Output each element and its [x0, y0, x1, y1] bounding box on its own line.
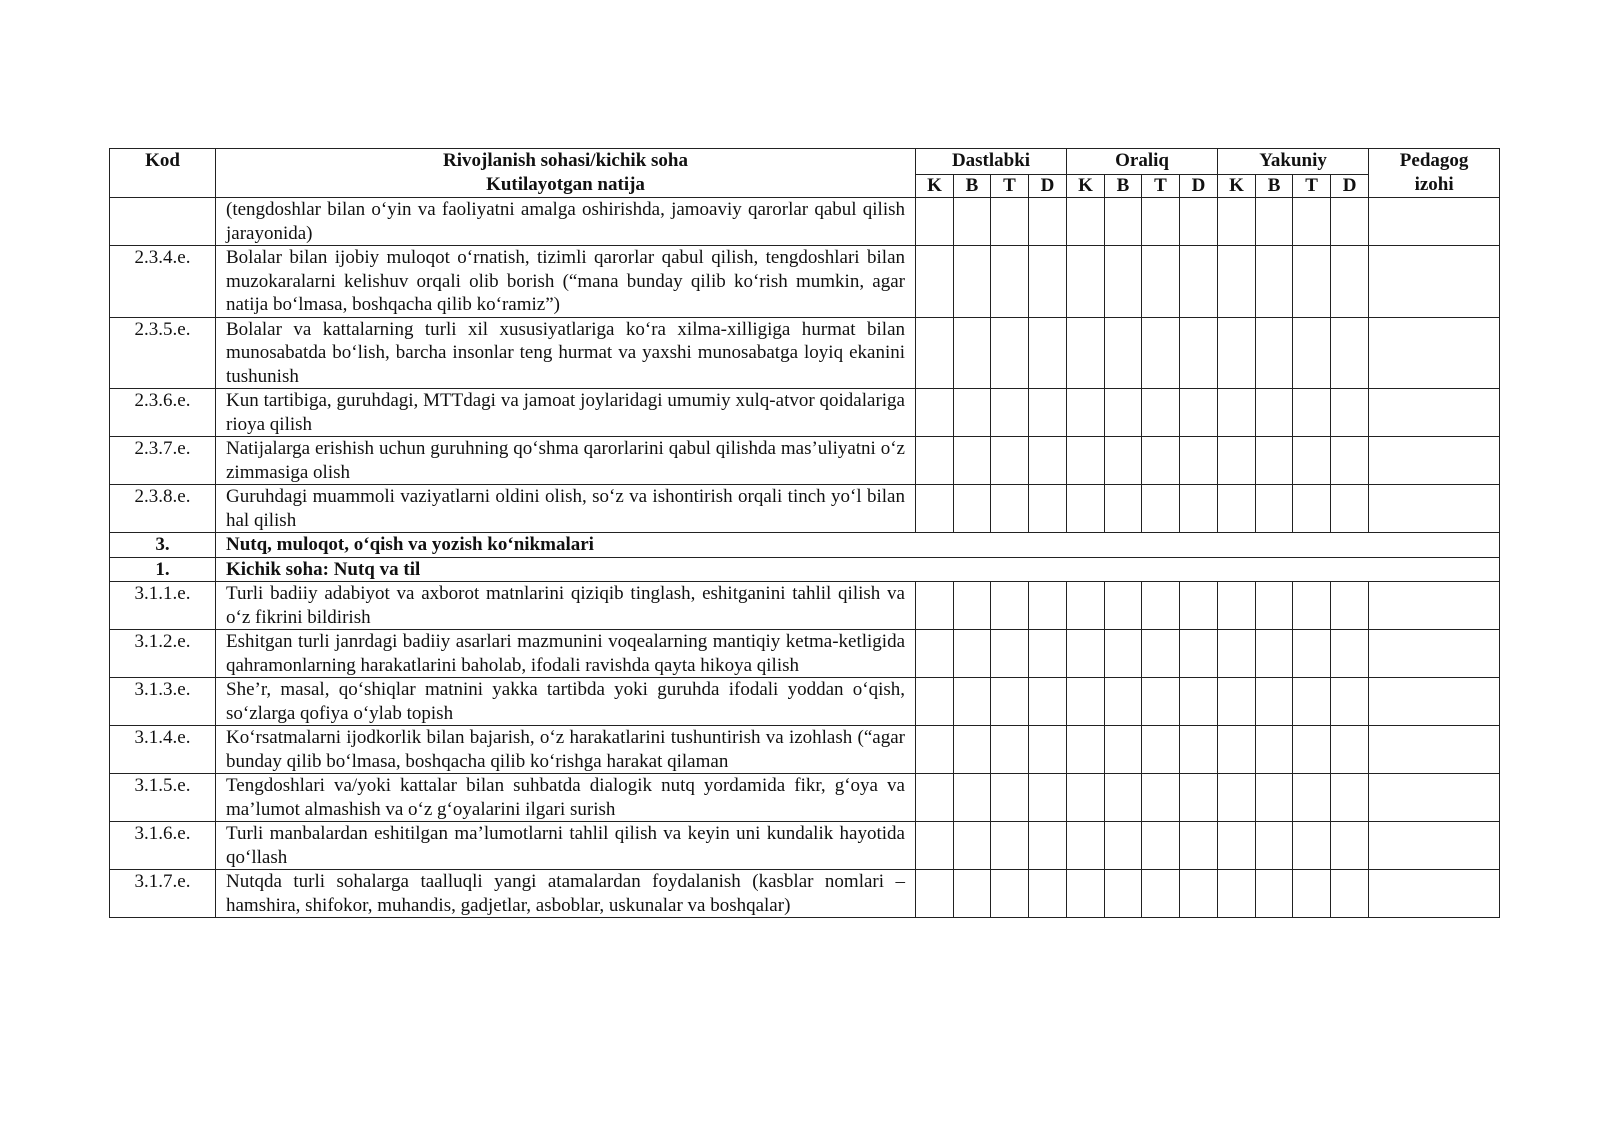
- score-cell[interactable]: [954, 774, 991, 822]
- row-text: Eshitgan turli janrdagi badiiy asarlari mazmunini voqealarning mantiqiy ketma-ketligida qahramonlarning harakatlarini baholab, ifodali ravishda qayta hikoya qilish: [216, 630, 916, 678]
- note-cell[interactable]: [1369, 582, 1500, 630]
- score-cell[interactable]: [1256, 198, 1293, 246]
- score-cell[interactable]: [1142, 317, 1180, 389]
- score-cell[interactable]: [1067, 485, 1105, 533]
- score-cell[interactable]: [1293, 774, 1331, 822]
- score-cell[interactable]: [1293, 437, 1331, 485]
- row-text: Tengdoshlari va/yoki kattalar bilan suhbatda dialogik nutq yordamida fikr, g‘oya va ma’lumot almashish va o‘z g‘oyalarini ilgari surish: [216, 774, 916, 822]
- score-cell[interactable]: [954, 485, 991, 533]
- table-body: [110, 198, 1500, 918]
- score-cell[interactable]: [1142, 774, 1180, 822]
- row-code: 3.1.3.e.: [110, 678, 216, 726]
- score-cell[interactable]: [991, 437, 1029, 485]
- table-row: [110, 485, 1500, 533]
- score-cell[interactable]: [954, 317, 991, 389]
- score-cell[interactable]: [1180, 485, 1218, 533]
- score-cell[interactable]: [1029, 774, 1067, 822]
- section-row: [110, 533, 1500, 558]
- note-cell[interactable]: [1369, 485, 1500, 533]
- score-cell[interactable]: [1067, 870, 1105, 918]
- table-row: [110, 870, 1500, 918]
- section-row: [110, 557, 1500, 582]
- row-text: Kun tartibiga, guruhdagi, MTTdagi va jamoat joylaridagi umumiy xulq-atvor qoidalariga rioya qilish: [216, 389, 916, 437]
- score-cell[interactable]: [1218, 822, 1256, 870]
- score-cell[interactable]: [1067, 678, 1105, 726]
- score-cell[interactable]: [954, 246, 991, 318]
- note-cell[interactable]: [1369, 246, 1500, 318]
- score-cell[interactable]: [1256, 437, 1293, 485]
- score-cell[interactable]: [991, 246, 1029, 318]
- area-header-line1: Rivojlanish sohasi/kichik soha: [443, 150, 688, 171]
- score-cell[interactable]: [1029, 726, 1067, 774]
- level-header: D: [1029, 175, 1067, 198]
- score-cell[interactable]: [991, 870, 1029, 918]
- score-cell[interactable]: [1029, 437, 1067, 485]
- note-cell[interactable]: [1369, 870, 1500, 918]
- score-cell[interactable]: [916, 774, 954, 822]
- score-cell[interactable]: [954, 870, 991, 918]
- row-code: 3.1.6.e.: [110, 822, 216, 870]
- score-cell[interactable]: [1029, 870, 1067, 918]
- level-header: K: [1067, 175, 1105, 198]
- score-cell[interactable]: [1105, 678, 1142, 726]
- score-cell[interactable]: [1105, 870, 1142, 918]
- table-row: [110, 582, 1500, 630]
- score-cell[interactable]: [1218, 582, 1256, 630]
- score-cell[interactable]: [1218, 678, 1256, 726]
- score-cell[interactable]: [1293, 870, 1331, 918]
- score-cell[interactable]: [1218, 485, 1256, 533]
- score-cell[interactable]: [991, 485, 1029, 533]
- score-cell[interactable]: [1105, 630, 1142, 678]
- score-cell[interactable]: [991, 774, 1029, 822]
- score-cell[interactable]: [1142, 389, 1180, 437]
- score-cell[interactable]: [1105, 774, 1142, 822]
- score-cell[interactable]: [1218, 317, 1256, 389]
- score-cell[interactable]: [1293, 630, 1331, 678]
- score-cell[interactable]: [1142, 582, 1180, 630]
- score-cell[interactable]: [1180, 774, 1218, 822]
- level-header: B: [1105, 175, 1142, 198]
- score-cell[interactable]: [1029, 822, 1067, 870]
- score-cell[interactable]: [1180, 246, 1218, 318]
- score-cell[interactable]: [1180, 630, 1218, 678]
- score-cell[interactable]: [1331, 630, 1369, 678]
- score-cell[interactable]: [1067, 389, 1105, 437]
- row-code: 3.: [110, 533, 216, 558]
- score-cell[interactable]: [1256, 822, 1293, 870]
- note-cell[interactable]: [1369, 630, 1500, 678]
- table-row: [110, 246, 1500, 318]
- score-cell[interactable]: [1180, 822, 1218, 870]
- score-cell[interactable]: [991, 198, 1029, 246]
- score-cell[interactable]: [1256, 485, 1293, 533]
- row-code: 1.: [110, 557, 216, 582]
- level-header: B: [1256, 175, 1293, 198]
- table-row: [110, 317, 1500, 389]
- score-cell[interactable]: [1029, 678, 1067, 726]
- level-header: K: [916, 175, 954, 198]
- score-cell[interactable]: [1067, 630, 1105, 678]
- level-header: T: [1142, 175, 1180, 198]
- score-cell[interactable]: [991, 822, 1029, 870]
- score-cell[interactable]: [1256, 678, 1293, 726]
- score-cell[interactable]: [1142, 630, 1180, 678]
- assessment-table: [109, 148, 1500, 918]
- score-cell[interactable]: [1293, 726, 1331, 774]
- row-text: Bolalar bilan ijobiy muloqot o‘rnatish, tizimli qarorlar qabul qilish, tengdoshlari bilan muzokaralarni kelishuv orqali olib borish (“mana bunday qilib ko‘rish mumkin, agar natija bo‘lmasa, boshqacha qilib ko‘ramiz”): [216, 246, 916, 318]
- score-cell[interactable]: [1331, 317, 1369, 389]
- level-header: T: [991, 175, 1029, 198]
- score-cell[interactable]: [1067, 774, 1105, 822]
- score-cell[interactable]: [916, 582, 954, 630]
- score-cell[interactable]: [1331, 822, 1369, 870]
- score-cell[interactable]: [1105, 389, 1142, 437]
- score-cell[interactable]: [954, 389, 991, 437]
- level-header: T: [1293, 175, 1331, 198]
- stage-header-initial: Dastlabki: [916, 149, 1067, 175]
- score-cell[interactable]: [1256, 317, 1293, 389]
- score-cell[interactable]: [1293, 485, 1331, 533]
- score-cell[interactable]: [1067, 198, 1105, 246]
- score-cell[interactable]: [1256, 246, 1293, 318]
- row-text: Kichik soha: Nutq va til: [216, 557, 1500, 582]
- score-cell[interactable]: [1218, 630, 1256, 678]
- score-cell[interactable]: [1293, 822, 1331, 870]
- score-cell[interactable]: [1105, 485, 1142, 533]
- row-code: 3.1.7.e.: [110, 870, 216, 918]
- score-cell[interactable]: [1256, 870, 1293, 918]
- row-text: Ko‘rsatmalarni ijodkorlik bilan bajarish, o‘z harakatlarini tushuntirish va izohlash (“agar bunday qilib bo‘lmasa, boshqacha qilib ko‘rishga harakat qilaman: [216, 726, 916, 774]
- score-cell[interactable]: [1293, 198, 1331, 246]
- score-cell[interactable]: [1331, 582, 1369, 630]
- note-cell[interactable]: [1369, 317, 1500, 389]
- score-cell[interactable]: [1029, 582, 1067, 630]
- score-cell[interactable]: [954, 198, 991, 246]
- score-cell[interactable]: [1105, 582, 1142, 630]
- score-cell[interactable]: [1218, 437, 1256, 485]
- score-cell[interactable]: [1180, 198, 1218, 246]
- score-cell[interactable]: [1105, 437, 1142, 485]
- score-cell[interactable]: [1029, 485, 1067, 533]
- row-text: Nutqda turli sohalarga taalluqli yangi atamalardan foydalanish (kasblar nomlari – hamshira, shifokor, muhandis, gadjetlar, asboblar, uskunalar va boshqalar): [216, 870, 916, 918]
- score-cell[interactable]: [1067, 246, 1105, 318]
- score-cell[interactable]: [1067, 317, 1105, 389]
- note-header: [1369, 149, 1500, 198]
- score-cell[interactable]: [1142, 726, 1180, 774]
- score-cell[interactable]: [1331, 726, 1369, 774]
- stage-header-intermediate: Oraliq: [1067, 149, 1218, 175]
- row-code: [110, 198, 216, 246]
- level-header: K: [1218, 175, 1256, 198]
- score-cell[interactable]: [1105, 822, 1142, 870]
- score-cell[interactable]: [1142, 822, 1180, 870]
- score-cell[interactable]: [916, 870, 954, 918]
- row-text: She’r, masal, qo‘shiqlar matnini yakka tartibda yoki guruhda ifodali yoddan o‘qish, so‘zlarga qofiya o‘ylab topish: [216, 678, 916, 726]
- note-cell[interactable]: [1369, 198, 1500, 246]
- row-code: 2.3.4.e.: [110, 246, 216, 318]
- score-cell[interactable]: [1029, 246, 1067, 318]
- score-cell[interactable]: [1067, 822, 1105, 870]
- score-cell[interactable]: [991, 630, 1029, 678]
- row-code: 2.3.5.e.: [110, 317, 216, 389]
- score-cell[interactable]: [1293, 246, 1331, 318]
- score-cell[interactable]: [1067, 437, 1105, 485]
- table-row: [110, 630, 1500, 678]
- score-cell[interactable]: [916, 317, 954, 389]
- score-cell[interactable]: [1180, 726, 1218, 774]
- score-cell[interactable]: [1142, 678, 1180, 726]
- level-header: D: [1331, 175, 1369, 198]
- score-cell[interactable]: [1105, 198, 1142, 246]
- score-cell[interactable]: [1331, 246, 1369, 318]
- table-row: [110, 822, 1500, 870]
- score-cell[interactable]: [1105, 726, 1142, 774]
- level-header: D: [1180, 175, 1218, 198]
- score-cell[interactable]: [1180, 582, 1218, 630]
- score-cell[interactable]: [1105, 317, 1142, 389]
- row-text: Nutq, muloqot, o‘qish va yozish ko‘nikmalari: [216, 533, 1500, 558]
- score-cell[interactable]: [1180, 389, 1218, 437]
- score-cell[interactable]: [1293, 317, 1331, 389]
- score-cell[interactable]: [1180, 317, 1218, 389]
- row-code: 2.3.8.e.: [110, 485, 216, 533]
- score-cell[interactable]: [1256, 582, 1293, 630]
- score-cell[interactable]: [1293, 389, 1331, 437]
- score-cell[interactable]: [1256, 726, 1293, 774]
- note-cell[interactable]: [1369, 437, 1500, 485]
- score-cell[interactable]: [1142, 198, 1180, 246]
- score-cell[interactable]: [954, 630, 991, 678]
- row-text: Bolalar va kattalarning turli xil xususiyatlariga ko‘ra xilma-xilligiga hurmat bilan munosabatda bo‘lish, barcha insonlar teng hurmat va yaxshi munosabatga loyiq ekanini tushunish: [216, 317, 916, 389]
- score-cell[interactable]: [1105, 246, 1142, 318]
- table-row: [110, 774, 1500, 822]
- score-cell[interactable]: [1067, 582, 1105, 630]
- score-cell[interactable]: [1331, 870, 1369, 918]
- score-cell[interactable]: [1142, 246, 1180, 318]
- score-cell[interactable]: [1142, 437, 1180, 485]
- score-cell[interactable]: [1142, 870, 1180, 918]
- score-cell[interactable]: [916, 246, 954, 318]
- row-text: Turli manbalardan eshitilgan ma’lumotlarni tahlil qilish va keyin uni kundalik hayotida qo‘llash: [216, 822, 916, 870]
- row-code: 3.1.4.e.: [110, 726, 216, 774]
- note-cell[interactable]: [1369, 726, 1500, 774]
- score-cell[interactable]: [1331, 389, 1369, 437]
- note-cell[interactable]: [1369, 389, 1500, 437]
- score-cell[interactable]: [1256, 630, 1293, 678]
- score-cell[interactable]: [916, 389, 954, 437]
- row-code: 3.1.2.e.: [110, 630, 216, 678]
- table-row: [110, 678, 1500, 726]
- score-cell[interactable]: [991, 389, 1029, 437]
- score-cell[interactable]: [1331, 774, 1369, 822]
- row-text: Turli badiiy adabiyot va axborot matnlarini qiziqib tinglash, eshitganini tahlil qilish va o‘z fikrini bildirish: [216, 582, 916, 630]
- score-cell[interactable]: [954, 582, 991, 630]
- score-cell[interactable]: [916, 678, 954, 726]
- score-cell[interactable]: [1256, 389, 1293, 437]
- table-row: [110, 437, 1500, 485]
- note-cell[interactable]: [1369, 678, 1500, 726]
- stage-header-final: Yakuniy: [1218, 149, 1369, 175]
- row-code: 3.1.1.e.: [110, 582, 216, 630]
- score-cell[interactable]: [1029, 389, 1067, 437]
- score-cell[interactable]: [916, 822, 954, 870]
- row-code: 2.3.7.e.: [110, 437, 216, 485]
- score-cell[interactable]: [1218, 198, 1256, 246]
- row-text: Natijalarga erishish uchun guruhning qo‘shma qarorlarini qabul qilishda mas’uliyatni o‘z zimmasiga olish: [216, 437, 916, 485]
- score-cell[interactable]: [1029, 198, 1067, 246]
- row-text: (tengdoshlar bilan o‘yin va faoliyatni amalga oshirishda, jamoaviy qarorlar qabul qilish jarayonida): [216, 198, 916, 246]
- code-header: Kod: [110, 149, 216, 198]
- score-cell[interactable]: [954, 822, 991, 870]
- score-cell[interactable]: [916, 485, 954, 533]
- area-header-line2: Kutilayotgan natija: [486, 174, 645, 195]
- row-code: 3.1.5.e.: [110, 774, 216, 822]
- score-cell[interactable]: [1180, 678, 1218, 726]
- score-cell[interactable]: [916, 198, 954, 246]
- score-cell[interactable]: [954, 437, 991, 485]
- score-cell[interactable]: [1029, 317, 1067, 389]
- score-cell[interactable]: [1331, 198, 1369, 246]
- score-cell[interactable]: [1180, 870, 1218, 918]
- table-row: [110, 726, 1500, 774]
- row-code: 2.3.6.e.: [110, 389, 216, 437]
- note-header-line2: izohi: [1414, 174, 1454, 195]
- note-cell[interactable]: [1369, 822, 1500, 870]
- score-cell[interactable]: [991, 582, 1029, 630]
- score-cell[interactable]: [1293, 582, 1331, 630]
- score-cell[interactable]: [1218, 726, 1256, 774]
- score-cell[interactable]: [1331, 437, 1369, 485]
- score-cell[interactable]: [1067, 726, 1105, 774]
- score-cell[interactable]: [916, 437, 954, 485]
- level-header: B: [954, 175, 991, 198]
- header-row-top: [110, 149, 1500, 175]
- score-cell[interactable]: [991, 678, 1029, 726]
- score-cell[interactable]: [916, 630, 954, 678]
- score-cell[interactable]: [1218, 774, 1256, 822]
- score-cell[interactable]: [991, 317, 1029, 389]
- score-cell[interactable]: [1218, 246, 1256, 318]
- score-cell[interactable]: [916, 726, 954, 774]
- table-row: [110, 198, 1500, 246]
- row-text: Guruhdagi muammoli vaziyatlarni oldini olish, so‘z va ishontirish orqali tinch yo‘l bilan hal qilish: [216, 485, 916, 533]
- score-cell[interactable]: [1218, 870, 1256, 918]
- area-header: [216, 149, 916, 198]
- score-cell[interactable]: [1029, 630, 1067, 678]
- score-cell[interactable]: [1256, 774, 1293, 822]
- table-row: [110, 389, 1500, 437]
- score-cell[interactable]: [1293, 678, 1331, 726]
- score-cell[interactable]: [1218, 389, 1256, 437]
- note-header-line1: Pedagog: [1399, 150, 1469, 171]
- score-cell[interactable]: [954, 678, 991, 726]
- score-cell[interactable]: [1142, 485, 1180, 533]
- note-cell[interactable]: [1369, 774, 1500, 822]
- score-cell[interactable]: [1331, 485, 1369, 533]
- score-cell[interactable]: [991, 726, 1029, 774]
- score-cell[interactable]: [954, 726, 991, 774]
- score-cell[interactable]: [1331, 678, 1369, 726]
- score-cell[interactable]: [1180, 437, 1218, 485]
